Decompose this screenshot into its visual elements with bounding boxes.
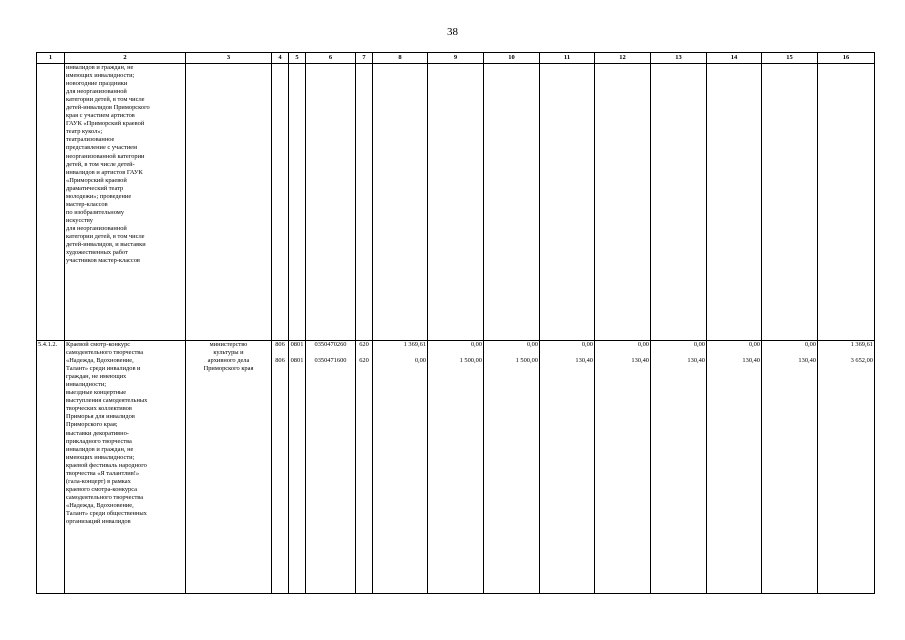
value: 0801: [290, 341, 304, 348]
amount-cell: [818, 341, 875, 594]
code-cell: [306, 341, 356, 594]
amount-cell: [651, 341, 707, 594]
value: 0,00: [693, 341, 705, 348]
empty-cell: [762, 64, 818, 341]
empty-cell: [428, 64, 484, 341]
empty-cell: [484, 64, 540, 341]
value: 806: [275, 357, 285, 364]
amount-cell: [707, 341, 762, 594]
value: 130,40: [575, 357, 593, 364]
empty-cell: [289, 64, 306, 341]
header-cell: 5: [289, 53, 306, 64]
header-cell: 15: [762, 53, 818, 64]
value: 0,00: [414, 357, 426, 364]
empty-cell: [540, 64, 595, 341]
value: 1 500,00: [515, 357, 538, 364]
header-cell: 1: [37, 53, 65, 64]
value: 130,40: [798, 357, 816, 364]
amount-cell: [762, 341, 818, 594]
table-row: [37, 64, 875, 341]
value: 620: [359, 357, 369, 364]
value: 0,00: [526, 341, 538, 348]
empty-cell: [373, 64, 428, 341]
amount-cell: [428, 341, 484, 594]
value: 1 369,61: [403, 341, 426, 348]
empty-cell: [818, 64, 875, 341]
number-cell: 5.4.1.2.: [37, 341, 65, 594]
number-cell: [37, 64, 65, 341]
header-cell: 6: [306, 53, 356, 64]
empty-cell: [356, 64, 373, 341]
value: 3 652,00: [850, 357, 873, 364]
value: 0,00: [748, 341, 760, 348]
value: 620: [359, 341, 369, 348]
amount-cell: [373, 341, 428, 594]
budget-table: [36, 52, 875, 594]
amount-cell: [595, 341, 651, 594]
empty-cell: [306, 64, 356, 341]
header-cell: 10: [484, 53, 540, 64]
header-cell: 7: [356, 53, 373, 64]
header-cell: 13: [651, 53, 707, 64]
code-cell: [356, 341, 373, 594]
value: 1 500,00: [459, 357, 482, 364]
header-cell: 4: [272, 53, 289, 64]
value: 0,00: [804, 341, 816, 348]
value: 0,00: [470, 341, 482, 348]
description-cell: Краевой смотр-конкурс самодеятельного творчества «Надежда, Вдохновение, Талант» среди инвалидов и граждан, не имеющих инвалидности; выездные концертные выступления самодеятельных творческих коллективов Приморья для инвалидов Приморского края; выставки декоративно- прикладного творчества инвалидов и граждан, не имеющих инвалидности; краевой фестиваль народного творчества «Я талантлив!» (гала-концерт) в рамках краевого смотра-конкурса самодеятельного творчества «Надежда, Вдохновение, Талант» среди общественных организаций инвалидов: [65, 341, 186, 594]
value: 1 369,61: [850, 341, 873, 348]
value: 0350471600: [314, 357, 347, 364]
code-cell: [289, 341, 306, 594]
description-cell: инвалидов и граждан, не имеющих инвалидности; новогодние праздники для неорганизованной категории детей, в том числе детей-инвалидов Приморского края с участием артистов ГАУК «Приморский краевой театр кукол»; театрализованное представление с участием неорганизованной категории детей, в том числе детей- инвалидов и артистов ГАУК «Приморский краевой драматический театр молодежи»; проведение мастер-классов по изобразительному искусству для неорганизованной категории детей, в том числе детей-инвалидов, и выставки художественных работ участников мастер-классов: [65, 64, 186, 341]
value: 130,40: [631, 357, 649, 364]
value: 130,40: [742, 357, 760, 364]
value: 0,00: [581, 341, 593, 348]
header-cell: 14: [707, 53, 762, 64]
empty-cell: [272, 64, 289, 341]
value: 0801: [290, 357, 304, 364]
header-cell: 3: [186, 53, 272, 64]
value: 0,00: [637, 341, 649, 348]
value: 130,40: [687, 357, 705, 364]
empty-cell: [595, 64, 651, 341]
header-cell: 8: [373, 53, 428, 64]
amount-cell: [484, 341, 540, 594]
responsible-cell: министерство культуры и архивного дела Приморского края: [186, 341, 272, 594]
amount-cell: [540, 341, 595, 594]
header-row: [37, 53, 875, 64]
value: 0350470260: [314, 341, 347, 348]
value: 806: [275, 341, 285, 348]
header-cell: 2: [65, 53, 186, 64]
header-cell: 9: [428, 53, 484, 64]
header-cell: 11: [540, 53, 595, 64]
table-row: [37, 341, 875, 594]
code-cell: [272, 341, 289, 594]
responsible-cell: [186, 64, 272, 341]
header-cell: 16: [818, 53, 875, 64]
empty-cell: [707, 64, 762, 341]
empty-cell: [651, 64, 707, 341]
header-cell: 12: [595, 53, 651, 64]
page-number: 38: [447, 26, 458, 38]
